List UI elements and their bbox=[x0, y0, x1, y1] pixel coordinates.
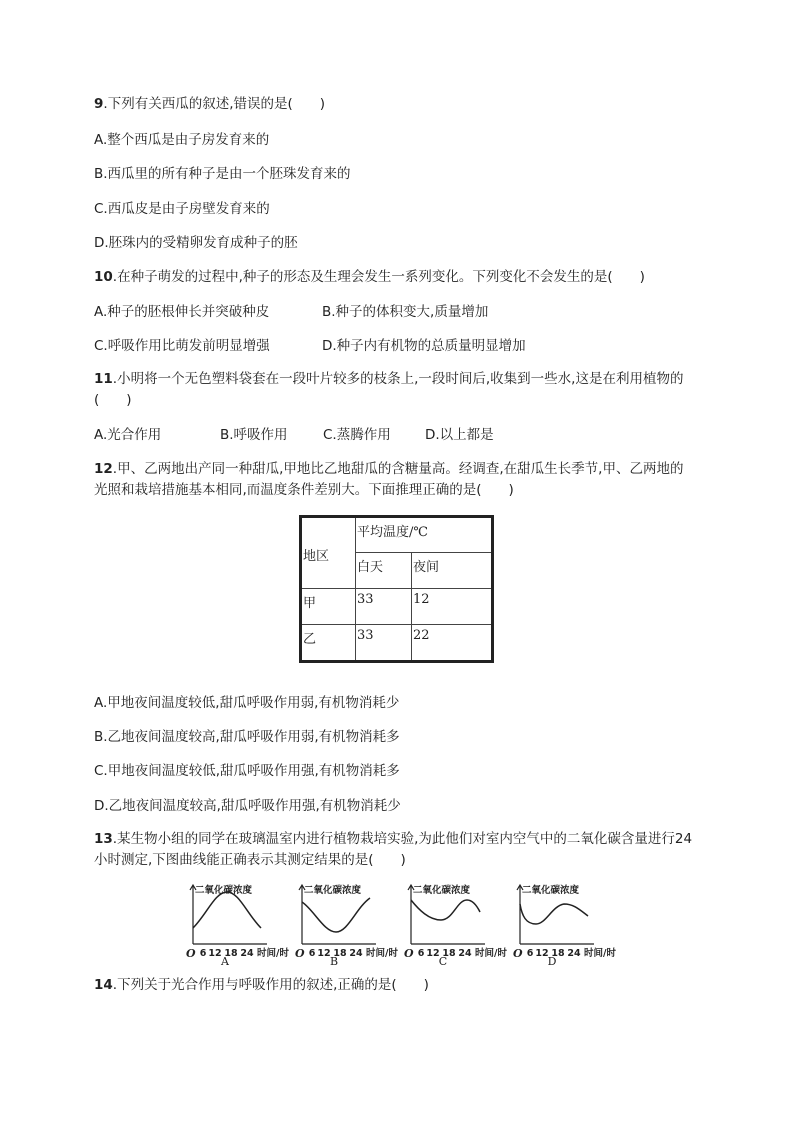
night-temp-cell: 22 bbox=[412, 625, 493, 662]
co2-chart-d[interactable] bbox=[512, 880, 622, 966]
y-axis-label: 二氧化碳浓度 bbox=[413, 885, 471, 896]
table-row bbox=[301, 625, 493, 662]
question-12-option-a[interactable]: A.甲地夜间温度较低,甜瓜呼吸作用弱,有机物消耗少 bbox=[94, 695, 400, 711]
temperature-header: 平均温度/℃ bbox=[356, 517, 493, 553]
co2-curve bbox=[520, 904, 588, 924]
y-axis-label: 二氧化碳浓度 bbox=[304, 885, 362, 896]
origin-label: O bbox=[186, 947, 196, 960]
question-14-stem: 14.下列关于光合作用与呼吸作用的叙述,正确的是( ) bbox=[94, 977, 429, 993]
x-axis-label: 时间/时 bbox=[366, 948, 398, 959]
question-9-option-c[interactable]: C.西瓜皮是由子房壁发育来的 bbox=[94, 201, 270, 217]
question-number: 9 bbox=[94, 96, 104, 112]
co2-chart-b[interactable] bbox=[294, 880, 404, 966]
question-10-option-d[interactable]: D.种子内有机物的总质量明显增加 bbox=[322, 338, 526, 354]
origin-label: O bbox=[513, 947, 523, 960]
x-tick-label: 18 bbox=[551, 948, 565, 959]
table-row bbox=[301, 589, 493, 625]
question-number: 11 bbox=[94, 371, 113, 387]
x-tick-label: 12 bbox=[208, 948, 222, 959]
question-12-option-d[interactable]: D.乙地夜间温度较高,甜瓜呼吸作用强,有机物消耗少 bbox=[94, 798, 401, 814]
y-axis-label: 二氧化碳浓度 bbox=[522, 885, 580, 896]
x-axis-label: 时间/时 bbox=[257, 948, 289, 959]
question-11-option-b[interactable]: B.呼吸作用 bbox=[220, 427, 288, 443]
question-13-stem: 13.某生物小组的同学在玻璃温室内进行植物栽培实验,为此他们对室内空气中的二氧化碳含量进行24小时测定,下图曲线能正确表示其测定结果的是( ) bbox=[94, 831, 693, 868]
temperature-table bbox=[299, 515, 494, 663]
chart-option-letter: D bbox=[547, 955, 557, 966]
question-10-option-a[interactable]: A.种子的胚根伸长并突破种皮 bbox=[94, 304, 270, 320]
co2-curve bbox=[193, 892, 261, 928]
chart-option-letter: C bbox=[438, 955, 448, 966]
x-tick-label: 18 bbox=[224, 948, 238, 959]
x-tick-label: 12 bbox=[426, 948, 440, 959]
origin-label: O bbox=[404, 947, 414, 960]
question-11-option-d[interactable]: D.以上都是 bbox=[425, 427, 494, 443]
region-cell: 乙 bbox=[301, 625, 356, 662]
day-header: 白天 bbox=[356, 553, 412, 589]
question-number: 10 bbox=[94, 269, 113, 285]
x-tick-label: 24 bbox=[567, 948, 581, 959]
co2-curve bbox=[411, 900, 480, 920]
x-axis-label: 时间/时 bbox=[584, 948, 616, 959]
x-tick-label: 6 bbox=[526, 948, 534, 959]
x-tick-label: 24 bbox=[349, 948, 363, 959]
question-10-option-b[interactable]: B.种子的体积变大,质量增加 bbox=[322, 304, 489, 320]
origin-label: O bbox=[295, 947, 305, 960]
x-tick-label: 24 bbox=[240, 948, 254, 959]
x-tick-label: 24 bbox=[458, 948, 472, 959]
question-12-stem: 12.甲、乙两地出产同一种甜瓜,甲地比乙地甜瓜的含糖量高。经调查,在甜瓜生长季节,甲、乙两地的光照和栽培措施基本相同,而温度条件差别大。下面推理正确的是( ) bbox=[94, 461, 684, 498]
day-temp-cell: 33 bbox=[356, 625, 412, 662]
question-10-stem: 10.在种子萌发的过程中,种子的形态及生理会发生一系列变化。下列变化不会发生的是( ) bbox=[94, 269, 645, 285]
x-tick-label: 18 bbox=[333, 948, 347, 959]
x-tick-label: 6 bbox=[308, 948, 316, 959]
night-header: 夜间 bbox=[412, 553, 493, 589]
question-11-option-c[interactable]: C.蒸腾作用 bbox=[323, 427, 391, 443]
co2-curve bbox=[302, 898, 370, 932]
y-axis-label: 二氧化碳浓度 bbox=[195, 885, 253, 896]
x-axis-label: 时间/时 bbox=[475, 948, 507, 959]
question-9-stem: 9.下列有关西瓜的叙述,错误的是( ) bbox=[94, 96, 326, 112]
question-9-option-b[interactable]: B.西瓜里的所有种子是由一个胚珠发育来的 bbox=[94, 166, 351, 182]
question-number: 12 bbox=[94, 461, 113, 477]
question-11-stem: 11.小明将一个无色塑料袋套在一段叶片较多的枝条上,一段时间后,收集到一些水,这是在利用植物的( ) bbox=[94, 371, 684, 408]
question-10-option-c[interactable]: C.呼吸作用比萌发前明显增强 bbox=[94, 338, 270, 354]
x-tick-label: 12 bbox=[317, 948, 331, 959]
question-11-option-a[interactable]: A.光合作用 bbox=[94, 427, 162, 443]
x-tick-label: 18 bbox=[442, 948, 456, 959]
region-cell: 甲 bbox=[301, 589, 356, 625]
co2-chart-c[interactable] bbox=[403, 880, 513, 966]
chart-option-letter: A bbox=[221, 955, 229, 966]
question-9-option-a[interactable]: A.整个西瓜是由子房发育来的 bbox=[94, 132, 270, 148]
x-tick-label: 12 bbox=[535, 948, 549, 959]
question-number: 13 bbox=[94, 831, 113, 847]
question-9-option-d[interactable]: D.胚珠内的受精卵发育成种子的胚 bbox=[94, 235, 298, 251]
x-tick-label: 6 bbox=[199, 948, 207, 959]
region-header: 地区 bbox=[301, 517, 356, 589]
co2-chart-a[interactable] bbox=[185, 880, 295, 966]
chart-option-letter: B bbox=[329, 955, 339, 966]
question-12-option-c[interactable]: C.甲地夜间温度较低,甜瓜呼吸作用强,有机物消耗多 bbox=[94, 763, 400, 779]
day-temp-cell: 33 bbox=[356, 589, 412, 625]
question-12-option-b[interactable]: B.乙地夜间温度较高,甜瓜呼吸作用弱,有机物消耗多 bbox=[94, 729, 400, 745]
x-tick-label: 6 bbox=[417, 948, 425, 959]
question-number: 14 bbox=[94, 977, 113, 993]
night-temp-cell: 12 bbox=[412, 589, 493, 625]
